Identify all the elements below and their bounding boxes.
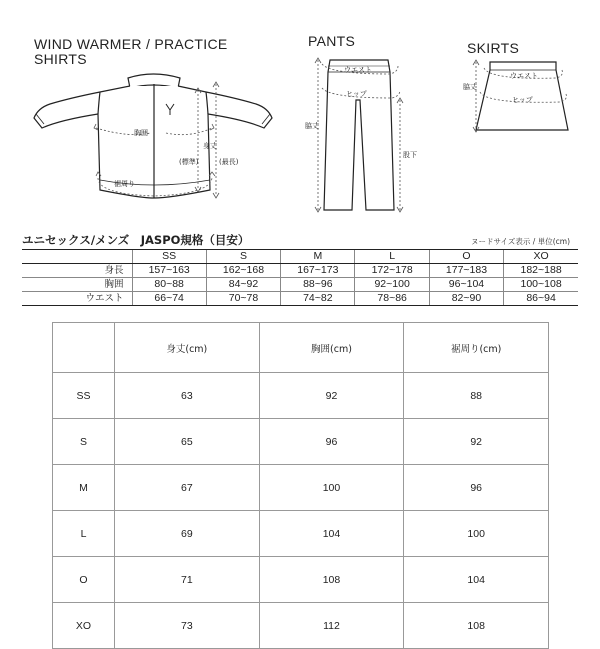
size-chest: 100 xyxy=(259,465,404,511)
size-table-header-row xyxy=(53,323,549,373)
shirt-hem-label: 裾周り xyxy=(114,180,135,188)
jaspo-row-label: 身長 xyxy=(22,264,132,278)
size-row xyxy=(53,419,549,465)
skirt-hip-label: ヒップ xyxy=(512,96,533,104)
jaspo-title: ユニセックス/メンズ JASPO規格（目安） xyxy=(22,233,250,247)
size-row xyxy=(53,603,549,649)
size-label: M xyxy=(53,465,115,511)
jaspo-cell: 162~168 xyxy=(206,264,280,278)
shirt-length-label: 身丈 xyxy=(203,142,217,150)
size-hem: 104 xyxy=(404,557,549,603)
jaspo-cell: 66~74 xyxy=(132,292,206,306)
jaspo-cell: 70~78 xyxy=(206,292,280,306)
size-header-hem: 裾周り(cm) xyxy=(404,323,549,373)
jaspo-col-header: M xyxy=(281,250,355,264)
jaspo-cell: 88~96 xyxy=(281,278,355,292)
size-length: 73 xyxy=(115,603,260,649)
jaspo-cell: 172~178 xyxy=(355,264,429,278)
shirts-title-line2: SHIRTS xyxy=(34,51,87,67)
size-length: 69 xyxy=(115,511,260,557)
jaspo-cell: 100~108 xyxy=(504,278,578,292)
jaspo-col-header: O xyxy=(429,250,503,264)
jaspo-row xyxy=(22,264,578,278)
jaspo-cell: 84~92 xyxy=(206,278,280,292)
jaspo-cell: 96~104 xyxy=(429,278,503,292)
size-length: 71 xyxy=(115,557,260,603)
size-hem: 100 xyxy=(404,511,549,557)
size-row xyxy=(53,465,549,511)
size-row xyxy=(53,373,549,419)
jaspo-corner xyxy=(22,250,132,264)
size-row xyxy=(53,557,549,603)
size-chest: 108 xyxy=(259,557,404,603)
jaspo-row-label: ウエスト xyxy=(22,292,132,306)
jaspo-cell: 82~90 xyxy=(429,292,503,306)
jaspo-row xyxy=(22,292,578,306)
pants-waist-label: ウエスト xyxy=(344,66,372,74)
jaspo-cell: 157~163 xyxy=(132,264,206,278)
jaspo-cell: 167~173 xyxy=(281,264,355,278)
size-label: SS xyxy=(53,373,115,419)
jaspo-col-header: SS xyxy=(132,250,206,264)
jaspo-note: ヌードサイズ表示 / 単位(cm) xyxy=(471,237,570,246)
jaspo-col-header: L xyxy=(355,250,429,264)
shirt-drawing xyxy=(34,74,272,198)
size-label: S xyxy=(53,419,115,465)
size-header-chest: 胸囲(cm) xyxy=(259,323,404,373)
size-row xyxy=(53,511,549,557)
size-hem: 96 xyxy=(404,465,549,511)
shirts-title-line1: WIND WARMER / PRACTICE xyxy=(34,36,228,52)
jaspo-header-row xyxy=(22,250,578,264)
size-header-length: 身丈(cm) xyxy=(115,323,260,373)
shirt-standard-label: (標準) xyxy=(179,158,199,166)
size-chest: 104 xyxy=(259,511,404,557)
jaspo-cell: 74~82 xyxy=(281,292,355,306)
jaspo-cell: 78~86 xyxy=(355,292,429,306)
size-hem: 108 xyxy=(404,603,549,649)
pants-outseam-label: 脇丈 xyxy=(305,122,319,130)
size-length: 63 xyxy=(115,373,260,419)
jaspo-cell: 182~188 xyxy=(504,264,578,278)
jaspo-cell: 86~94 xyxy=(504,292,578,306)
jaspo-row xyxy=(22,278,578,292)
pants-hip-label: ヒップ xyxy=(346,90,367,98)
pants-drawing xyxy=(324,60,394,210)
skirt-side-label: 脇丈 xyxy=(463,83,477,91)
jaspo-cell: 80~88 xyxy=(132,278,206,292)
size-chest: 96 xyxy=(259,419,404,465)
size-length: 65 xyxy=(115,419,260,465)
size-chest: 112 xyxy=(259,603,404,649)
size-label: XO xyxy=(53,603,115,649)
jaspo-col-header: S xyxy=(206,250,280,264)
size-label: O xyxy=(53,557,115,603)
shirt-max-label: (最長) xyxy=(219,158,239,166)
jaspo-cell: 177~183 xyxy=(429,264,503,278)
size-table-corner xyxy=(53,323,115,373)
skirts-title: SKIRTS xyxy=(467,40,520,56)
size-chest: 92 xyxy=(259,373,404,419)
jaspo-table xyxy=(22,249,578,306)
skirt-waist-label: ウエスト xyxy=(510,72,538,80)
shirt-chest-label: 胸囲 xyxy=(134,129,148,137)
pants-inseam-label: 股下 xyxy=(403,151,417,159)
size-label: L xyxy=(53,511,115,557)
jaspo-row-label: 胸囲 xyxy=(22,278,132,292)
jaspo-cell: 92~100 xyxy=(355,278,429,292)
pants-title: PANTS xyxy=(308,33,356,49)
size-hem: 92 xyxy=(404,419,549,465)
jaspo-col-header: XO xyxy=(504,250,578,264)
size-hem: 88 xyxy=(404,373,549,419)
size-length: 67 xyxy=(115,465,260,511)
